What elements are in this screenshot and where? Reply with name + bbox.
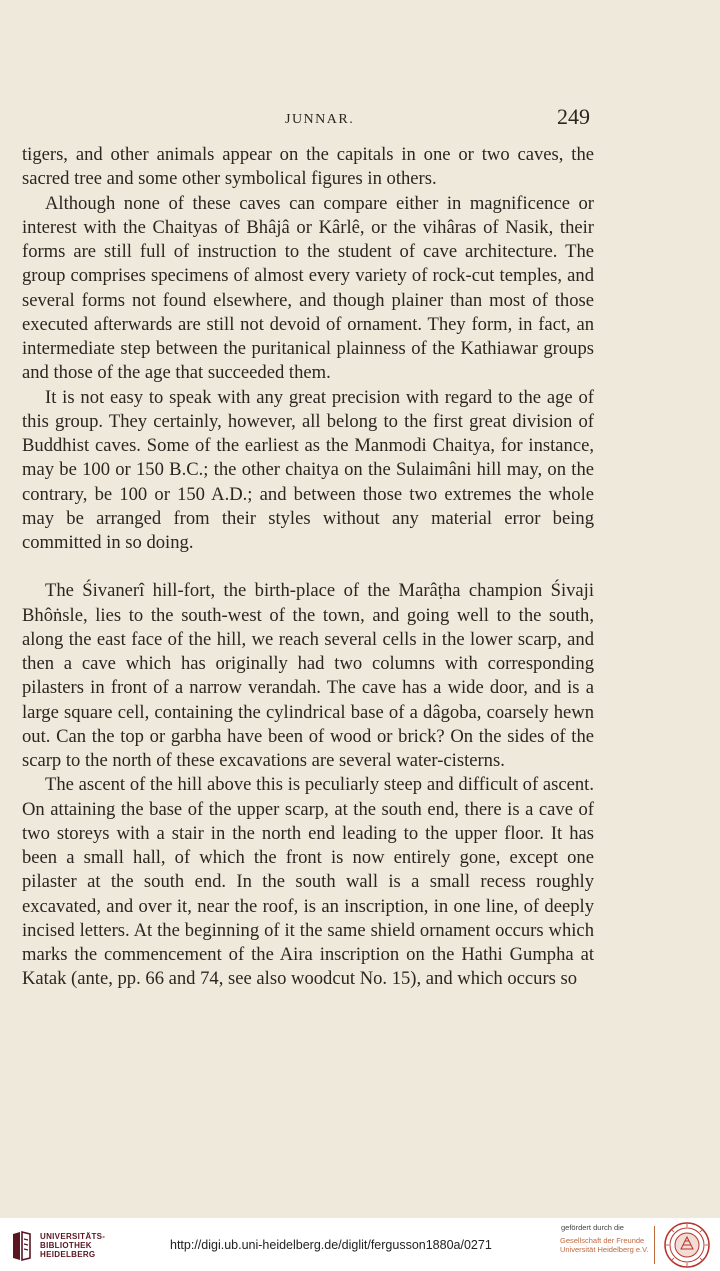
institution-name-text: UNIVERSITÄTS- BIBLIOTHEK HEIDELBERG bbox=[40, 1232, 106, 1259]
university-library-logo-icon bbox=[10, 1230, 34, 1262]
funded-by-label: gefördert durch die bbox=[561, 1223, 624, 1232]
running-head: JUNNAR. bbox=[285, 112, 355, 127]
funder-name: Gesellschaft der Freunde Universität Heidelberg e.V. bbox=[560, 1236, 649, 1254]
footer-divider bbox=[654, 1226, 655, 1264]
paragraph: The ascent of the hill above this is peculiarly steep and difficult of ascent. On attaining the base of the upper scarp, at the south end, there is a cave of two storeys with a stair in the north end leading to the upper floor. It has been a small hall, of which the front is now entirely gone, except one pilaster at the south end. In the south wall is a small recess roughly excavated, and over it, near the roof, is an inscription, in one line, of deeply incised letters. At the beginning of it the same shield ornament occurs which marks the commencement of the Aira inscription on the Hathi Gumpha at Katak (ante, pp. 66 and 74, see also woodcut No. 15), and which occurs so bbox=[22, 774, 594, 990]
section-gap bbox=[22, 555, 594, 579]
paragraph: Although none of these caves can compare either in magnificence or interest with the Chaityas of Bhâjâ or Kârlê, or the vihâras of Nasik, their forms are still full of instruction to the student of cave architecture. The group comprises specimens of almost every variety of rock-cut temples, and several forms not found elsewhere, and though plainer than most of those executed afterwards are still not devoid of ornament. They form, in fact, an intermediate step between the puritanical plainness of the Kathiawar groups and those of the age that succeeded them. bbox=[22, 192, 594, 384]
paragraph: It is not easy to speak with any great precision with regard to the age of this group. They certainly, however, all belong to the first great division of Buddhist caves. Some of the earliest as the Manmodi Chaitya, for instance, may be 100 or 150 B.C.; the other chaitya on the Sulaimâni hill may, on the contrary, be 100 or 150 A.D.; and between those two extremes the whole may be arranged from their styles without any material error being committed in so doing. bbox=[22, 386, 594, 553]
paragraph: The Śivanerî hill-fort, the birth-place of the Marâṭha champion Śivaji Bhôṅsle, lies to the south-west of the town, and going well to the south, along the east face of the hill, we reach several cells in the lower scarp, and then a cave which has originally had two columns with corresponding pilasters in front of a narrow verandah. The cave has a wide door, and is a large square cell, containing the cylindrical base of a dâgoba, coarsely hewn out. Can the top or garbha have been of wood or brick? On the sides of the scarp to the north of these excavations are several water-cisterns. bbox=[22, 580, 594, 771]
university-seal-icon bbox=[662, 1221, 712, 1269]
digital-library-link[interactable]: http://digi.ub.uni-heidelberg.de/diglit/fergusson1880a/0271 bbox=[170, 1238, 492, 1252]
institution-name bbox=[40, 1232, 105, 1259]
paragraph: tigers, and other animals appear on the capitals in one or two caves, the sacred tree and some other symbolical figures in others. bbox=[22, 144, 594, 190]
page-number: 249 bbox=[557, 104, 590, 129]
page-header bbox=[0, 104, 720, 134]
body-text bbox=[22, 143, 594, 992]
digitization-footer bbox=[0, 1218, 720, 1271]
